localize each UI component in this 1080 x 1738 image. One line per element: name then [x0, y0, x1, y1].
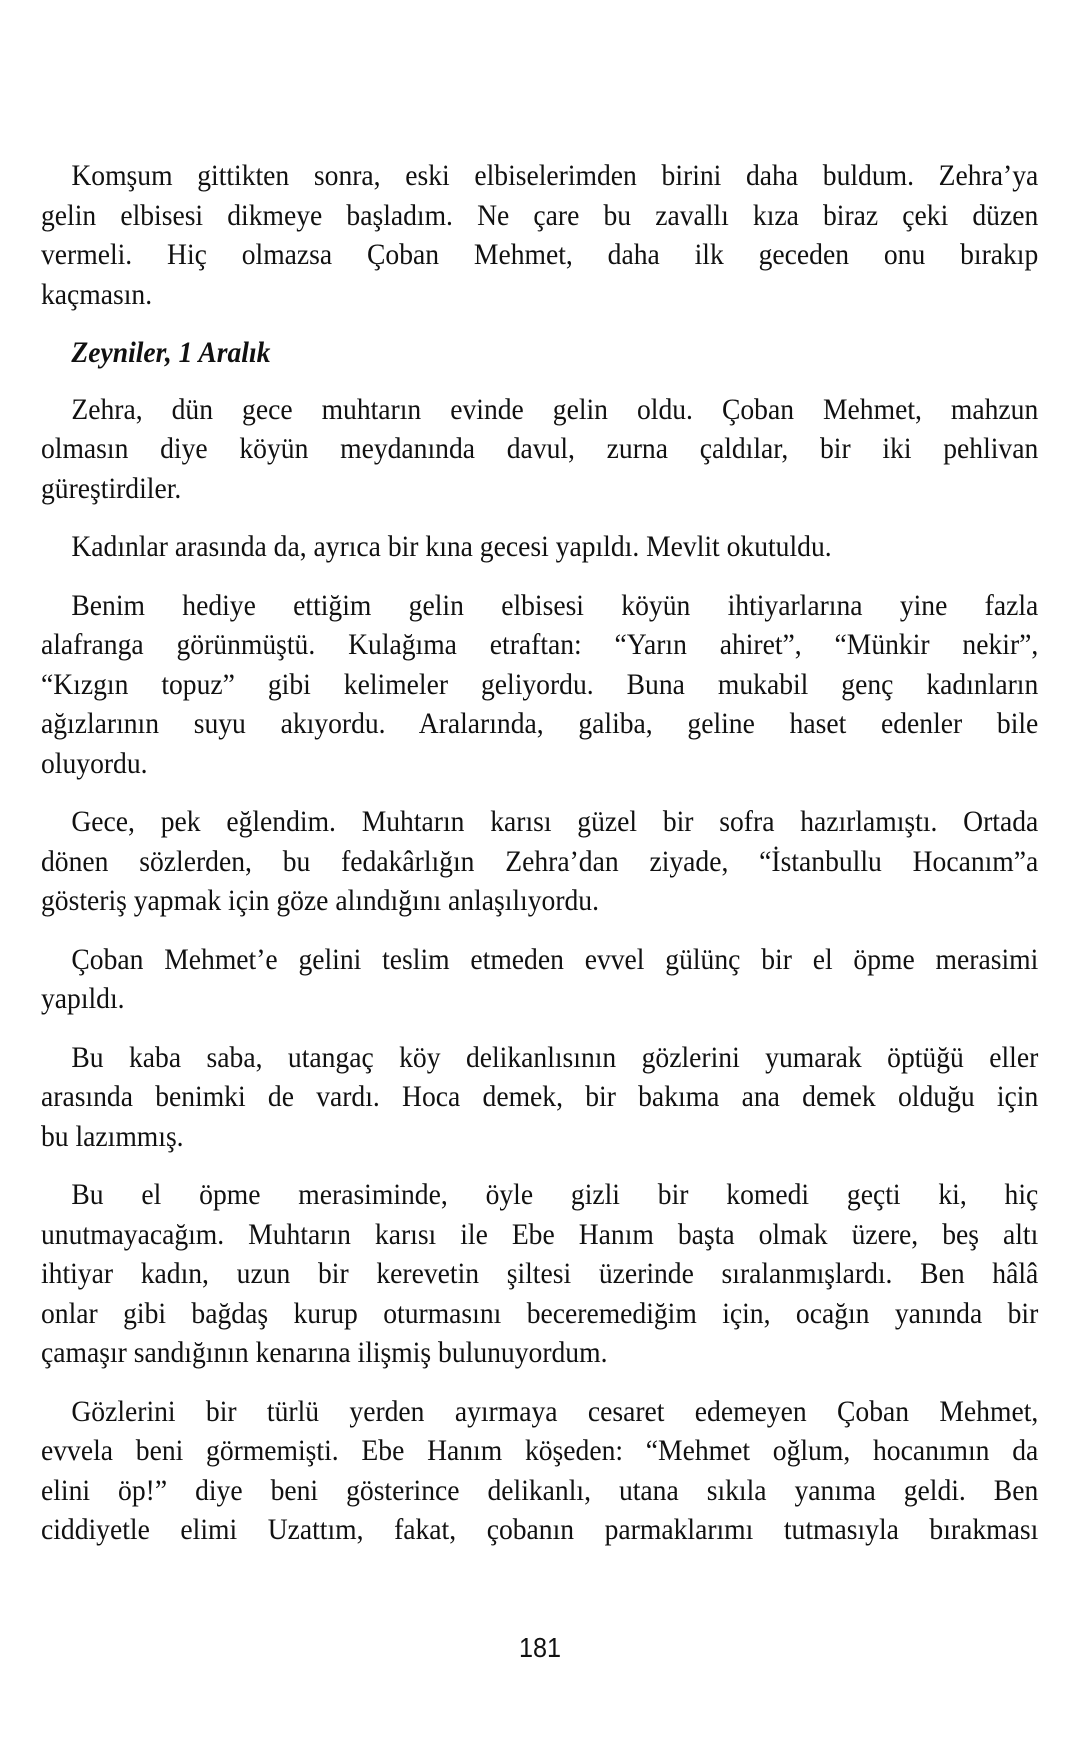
text-line: arasında benimki de vardı. Hoca demek, bir bakıma ana demek olduğu için: [41, 1080, 1039, 1113]
text-line: ciddiyetle elimi Uzattım, fakat, çobanın parmaklarımı tutmasıyla bırakması: [41, 1513, 1039, 1546]
paragraph: [41, 527, 1038, 567]
text-line: olmasın diye köyün meydanında davul, zurna çaldılar, bir iki pehlivan: [41, 432, 1039, 465]
page-body-text: [41, 156, 1038, 1569]
text-line: evvela beni görmemişti. Ebe Hanım köşeden: “Mehmet oğlum, hocanımın da: [41, 1434, 1039, 1467]
paragraph: [41, 156, 1038, 314]
text-line: “Kızgın topuz” gibi kelimeler geliyordu. Buna mukabil genç kadınların: [41, 667, 1039, 701]
text-line: Bu kaba saba, utangaç köy delikanlısının gözlerini yumarak öptüğü eller: [71, 1040, 1039, 1074]
paragraph: [41, 390, 1038, 509]
paragraph: [41, 1392, 1038, 1550]
text-line: vermeli. Hiç olmazsa Çoban Mehmet, daha ilk geceden onu bırakıp: [41, 238, 1039, 271]
paragraph: [41, 802, 1038, 921]
paragraph: [41, 586, 1038, 784]
text-line: güreştirdiler.: [41, 471, 182, 505]
text-line: alafranga görünmüştü. Kulağıma etraftan: “Yarın ahiret”, “Münkir nekir”,: [41, 628, 1039, 661]
text-line: unutmayacağım. Muhtarın karısı ile Ebe Hanım başta olmak üzere, beş altı: [41, 1217, 1039, 1251]
paragraph: [41, 1038, 1038, 1157]
text-line: oluyordu.: [41, 746, 148, 780]
text-line: Kadınlar arasında da, ayrıca bir kına gecesi yapıldı. Mevlit okutuldu.: [71, 530, 832, 563]
paragraph: [41, 1175, 1038, 1373]
text-line: Bu el öpme merasiminde, öyle gizli bir komedi geçti ki, hiç: [71, 1178, 1039, 1211]
text-line: gösteriş yapmak için göze alındığını anlaşılıyordu.: [41, 884, 600, 917]
text-line: ihtiyar kadın, uzun bir kerevetin şiltesi üzerinde sıralanmışlardı. Ben hâlâ: [41, 1257, 1039, 1290]
text-line: ağızlarının suyu akıyordu. Aralarında, galiba, geline haset edenler bile: [41, 707, 1039, 740]
text-line: elini öp!” diye beni gösterince delikanlı, utana sıkıla yanıma geldi. Ben: [41, 1473, 1039, 1507]
text-line: yapıldı.: [41, 982, 125, 1015]
text-line: Gece, pek eğlendim. Muhtarın karısı güzel bir sofra hazırlamıştı. Ortada: [71, 805, 1039, 838]
text-line: bu lazımmış.: [41, 1119, 184, 1153]
text-line: Zehra, dün gece muhtarın evinde gelin oldu. Çoban Mehmet, mahzun: [71, 392, 1039, 426]
text-line: Komşum gittikten sonra, eski elbiselerimden birini daha buldum. Zehra’ya: [71, 159, 1039, 192]
section-heading: [41, 333, 1038, 373]
text-line: kaçmasın.: [41, 277, 153, 311]
text-line: Gözlerini bir türlü yerden ayırmaya cesaret edemeyen Çoban Mehmet,: [71, 1394, 1039, 1428]
text-line: gelin elbisesi dikmeye başladım. Ne çare bu zavallı kıza biraz çeki düzen: [41, 198, 1039, 232]
text-line: Zeyniler, 1 Aralık: [71, 336, 271, 369]
text-line: Çoban Mehmet’e gelini teslim etmeden evvel gülünç bir el öpme merasimi: [71, 942, 1039, 976]
text-line: Benim hediye ettiğim gelin elbisesi köyün ihtiyarlarına yine fazla: [71, 588, 1039, 622]
page-number: 181: [518, 1632, 562, 1663]
paragraph: [41, 940, 1038, 1019]
text-line: dönen sözlerden, bu fedakârlığın Zehra’dan ziyade, “İstanbullu Hocanım”a: [41, 844, 1039, 878]
text-line: onlar gibi bağdaş kurup oturmasını beceremediğim için, ocağın yanında bir: [41, 1296, 1039, 1330]
text-line: çamaşır sandığının kenarına ilişmiş bulunuyordum.: [41, 1336, 608, 1369]
